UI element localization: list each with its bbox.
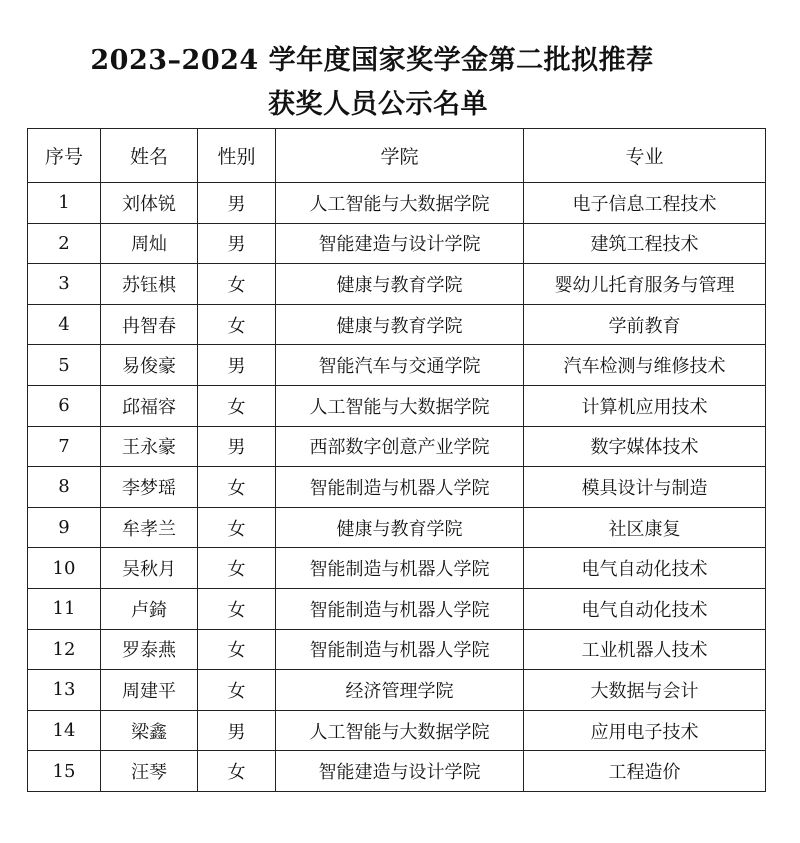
cell-gender: 女: [198, 304, 276, 345]
cell-gender: 男: [198, 710, 276, 751]
table-row: [28, 548, 766, 589]
cell-name: 卢錡: [101, 588, 198, 629]
cell-gender: 女: [198, 588, 276, 629]
cell-name: 梁鑫: [101, 710, 198, 751]
cell-no: 2: [28, 223, 101, 264]
table-header-row: [28, 129, 766, 183]
cell-college: 健康与教育学院: [276, 264, 524, 305]
table-row: [28, 467, 766, 508]
cell-no: 1: [28, 183, 101, 224]
cell-college: 智能建造与设计学院: [276, 751, 524, 792]
table-row: [28, 629, 766, 670]
table-row: [28, 223, 766, 264]
cell-college: 人工智能与大数据学院: [276, 385, 524, 426]
cell-college: 人工智能与大数据学院: [276, 710, 524, 751]
cell-name: 吴秋月: [101, 548, 198, 589]
cell-major: 电气自动化技术: [524, 548, 766, 589]
cell-name: 周灿: [101, 223, 198, 264]
table-row: [28, 183, 766, 224]
cell-no: 15: [28, 751, 101, 792]
header-major: 专业: [524, 129, 766, 183]
cell-major: 婴幼儿托育服务与管理: [524, 264, 766, 305]
table-row: [28, 507, 766, 548]
cell-gender: 女: [198, 467, 276, 508]
header-name: 姓名: [101, 129, 198, 183]
table-body: [28, 183, 766, 792]
cell-college: 智能汽车与交通学院: [276, 345, 524, 386]
cell-gender: 女: [198, 670, 276, 711]
cell-college: 智能制造与机器人学院: [276, 467, 524, 508]
table-row: [28, 588, 766, 629]
cell-name: 刘体锐: [101, 183, 198, 224]
cell-no: 9: [28, 507, 101, 548]
cell-name: 王永豪: [101, 426, 198, 467]
table-row: [28, 264, 766, 305]
table-row: [28, 751, 766, 792]
cell-name: 冉智春: [101, 304, 198, 345]
cell-no: 6: [28, 385, 101, 426]
cell-major: 计算机应用技术: [524, 385, 766, 426]
cell-no: 5: [28, 345, 101, 386]
cell-major: 社区康复: [524, 507, 766, 548]
cell-name: 汪琴: [101, 751, 198, 792]
cell-gender: 女: [198, 385, 276, 426]
cell-college: 西部数字创意产业学院: [276, 426, 524, 467]
cell-gender: 女: [198, 548, 276, 589]
cell-gender: 男: [198, 183, 276, 224]
cell-gender: 女: [198, 751, 276, 792]
cell-major: 电子信息工程技术: [524, 183, 766, 224]
cell-name: 罗泰燕: [101, 629, 198, 670]
cell-no: 4: [28, 304, 101, 345]
cell-gender: 女: [198, 264, 276, 305]
nominee-table: [27, 128, 766, 792]
cell-no: 3: [28, 264, 101, 305]
cell-name: 易俊豪: [101, 345, 198, 386]
table-row: [28, 426, 766, 467]
cell-no: 14: [28, 710, 101, 751]
cell-no: 8: [28, 467, 101, 508]
header-college: 学院: [276, 129, 524, 183]
cell-name: 周建平: [101, 670, 198, 711]
header-no: 序号: [28, 129, 101, 183]
cell-college: 健康与教育学院: [276, 507, 524, 548]
cell-college: 智能制造与机器人学院: [276, 629, 524, 670]
cell-college: 智能建造与设计学院: [276, 223, 524, 264]
header-gender: 性别: [198, 129, 276, 183]
cell-name: 牟孝兰: [101, 507, 198, 548]
cell-name: 李梦瑶: [101, 467, 198, 508]
cell-no: 11: [28, 588, 101, 629]
cell-college: 智能制造与机器人学院: [276, 588, 524, 629]
cell-major: 应用电子技术: [524, 710, 766, 751]
cell-major: 工业机器人技术: [524, 629, 766, 670]
cell-gender: 男: [198, 223, 276, 264]
table-row: [28, 710, 766, 751]
cell-major: 汽车检测与维修技术: [524, 345, 766, 386]
cell-gender: 男: [198, 426, 276, 467]
cell-no: 10: [28, 548, 101, 589]
cell-major: 学前教育: [524, 304, 766, 345]
cell-gender: 男: [198, 345, 276, 386]
cell-no: 7: [28, 426, 101, 467]
table-row: [28, 385, 766, 426]
document-title-line2: 获奖人员公示名单: [268, 89, 488, 120]
table-row: [28, 345, 766, 386]
cell-major: 建筑工程技术: [524, 223, 766, 264]
document-title-line1: 2023–2024 学年度国家奖学金第二批拟推荐: [90, 45, 654, 76]
cell-no: 12: [28, 629, 101, 670]
cell-name: 邱福容: [101, 385, 198, 426]
cell-gender: 女: [198, 629, 276, 670]
cell-college: 人工智能与大数据学院: [276, 183, 524, 224]
cell-major: 数字媒体技术: [524, 426, 766, 467]
cell-no: 13: [28, 670, 101, 711]
cell-major: 模具设计与制造: [524, 467, 766, 508]
cell-gender: 女: [198, 507, 276, 548]
cell-college: 健康与教育学院: [276, 304, 524, 345]
cell-college: 智能制造与机器人学院: [276, 548, 524, 589]
cell-name: 苏钰棋: [101, 264, 198, 305]
cell-major: 大数据与会计: [524, 670, 766, 711]
table-row: [28, 304, 766, 345]
cell-major: 电气自动化技术: [524, 588, 766, 629]
table-row: [28, 670, 766, 711]
cell-college: 经济管理学院: [276, 670, 524, 711]
cell-major: 工程造价: [524, 751, 766, 792]
